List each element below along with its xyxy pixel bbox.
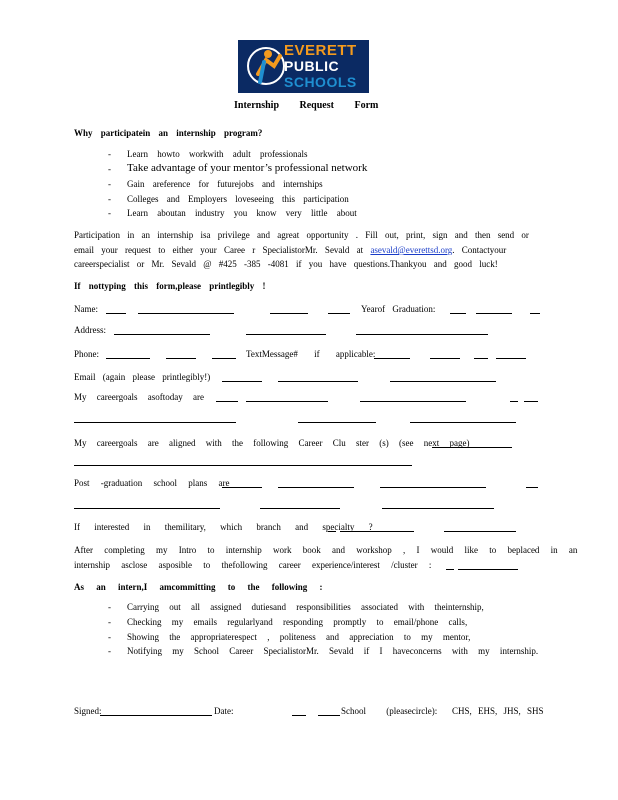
email-field[interactable] (390, 381, 496, 382)
military-field[interactable] (444, 531, 516, 532)
post-graduation-field[interactable] (382, 508, 494, 509)
instructions-line-1: Participation in an internship isa privilege and agreat opportunity . Fill out, print, sign and then send or (74, 230, 529, 240)
commit-item: Showing the appropriaterespect , politeness and appreciation to my mentor, (127, 632, 471, 642)
bullet-dash: - (108, 179, 111, 189)
career-goals-field[interactable] (510, 401, 518, 402)
post-graduation-field[interactable] (380, 487, 486, 488)
instructions-line-3: careerspecialist or Mr. Sevald @ #425 -385 -4081 if you have questions.Thankyou and good luck! (74, 259, 498, 269)
post-graduation-field[interactable] (222, 487, 262, 488)
commit-item: Checking my emails regularlyand responding promptly to email/phone calls, (127, 617, 468, 627)
date-field[interactable] (318, 715, 340, 716)
career-goals-label: My careergoals asoftoday are (74, 392, 205, 402)
career-cluster-field[interactable] (74, 465, 412, 466)
school-options[interactable]: CHS, EHS, JHS, SHS (452, 706, 544, 716)
bullet-dash: - (108, 602, 111, 612)
post-graduation-field[interactable] (260, 508, 340, 509)
graduation-year-field[interactable] (450, 313, 466, 314)
placement-line-1: After completing my Intro to internship work book and workshop , I would like to beplaced in an (74, 545, 578, 555)
career-goals-field[interactable] (216, 401, 238, 402)
bullet-dash: - (108, 194, 111, 204)
print-note: If nottyping this form,please printlegibly ! (74, 281, 266, 291)
email-label: Email (again please printlegibly!) (74, 372, 211, 382)
commit-heading: As an intern,I amcommitting to the following : (74, 582, 323, 592)
bullet-dash: - (108, 208, 111, 218)
phone-field[interactable] (166, 358, 196, 359)
placement-field[interactable] (458, 569, 518, 570)
signature-field[interactable] (100, 715, 212, 716)
name-field[interactable] (270, 313, 308, 314)
post-graduation-field[interactable] (74, 508, 220, 509)
signed-label: Signed: (74, 706, 102, 716)
phone-field[interactable] (212, 358, 236, 359)
why-item: Gain areference for futurejobs and internships (127, 179, 323, 189)
career-goals-field[interactable] (246, 401, 328, 402)
address-field[interactable] (246, 334, 326, 335)
instructions-line-2-text: email your request to either your Caree r SpecialistorMr. Sevald at (74, 245, 371, 255)
address-field[interactable] (356, 334, 488, 335)
text-message-field[interactable] (430, 358, 460, 359)
military-field[interactable] (340, 531, 414, 532)
email-link[interactable]: asevald@everettsd.org (370, 245, 453, 255)
district-logo (238, 40, 369, 93)
student-figure-icon (244, 44, 288, 88)
bullet-dash: - (108, 646, 111, 656)
career-goals-field[interactable] (298, 422, 376, 423)
career-cluster-label: My careergoals are aligned with the following Career Clu ster (s) (see next page) (74, 438, 470, 448)
bullet-dash: - (108, 149, 111, 159)
logo-line-3: SCHOOLS (284, 74, 357, 90)
phone-label: Phone: (74, 349, 100, 359)
post-graduation-field[interactable] (278, 487, 354, 488)
graduation-year-field[interactable] (476, 313, 512, 314)
name-field[interactable] (138, 313, 234, 314)
bullet-dash: - (108, 617, 111, 627)
form-title: Internship Request Form (234, 100, 379, 111)
military-label: If interested in themilitary, which branch and specialty ? (74, 522, 373, 532)
email-field[interactable] (222, 381, 262, 382)
commit-item: Notifying my School Career SpecialistorMr. Sevald if I haveconcerns with my internship. (127, 646, 539, 656)
name-field[interactable] (328, 313, 350, 314)
graduation-year-label: Yearof Graduation: (361, 304, 436, 314)
instructions-line-2 (74, 245, 506, 255)
bullet-dash: - (108, 632, 111, 642)
commit-item: Carrying out all assigned dutiesand responsibilities associated with theinternship, (127, 602, 484, 612)
graduation-year-field[interactable] (530, 313, 540, 314)
instructions-line-2-end: . Contactyour (452, 245, 507, 255)
career-cluster-field[interactable] (432, 447, 512, 448)
address-label: Address: (74, 325, 106, 335)
why-item: Take advantage of your mentor’s professional network (127, 162, 368, 174)
text-message-label: TextMessage# if applicable: (246, 349, 376, 359)
why-item: Learn howto workwith adult professionals (127, 149, 308, 159)
address-field[interactable] (114, 334, 210, 335)
bullet-dash: - (108, 164, 111, 174)
logo-line-2: PUBLIC (284, 58, 340, 74)
career-goals-field[interactable] (360, 401, 466, 402)
name-label: Name: (74, 304, 98, 314)
name-field[interactable] (106, 313, 126, 314)
text-message-field[interactable] (374, 358, 410, 359)
placement-line-2: internship asclose asposible to thefollowing career experience/interest /cluster : (74, 560, 432, 570)
why-item: Learn aboutan industry you know very little about (127, 208, 357, 218)
career-goals-field[interactable] (74, 422, 236, 423)
date-label: Date: (214, 706, 234, 716)
military-field[interactable] (328, 531, 336, 532)
text-message-field[interactable] (474, 358, 488, 359)
post-graduation-label: Post -graduation school plans are (74, 478, 230, 488)
date-field[interactable] (292, 715, 306, 716)
why-item: Colleges and Employers loveseeing this participation (127, 194, 349, 204)
why-heading: Why participatein an internship program? (74, 128, 263, 138)
logo-line-1: EVERETT (284, 42, 357, 59)
career-goals-field[interactable] (524, 401, 538, 402)
text-message-field[interactable] (496, 358, 526, 359)
phone-field[interactable] (106, 358, 150, 359)
placement-field[interactable] (446, 569, 454, 570)
email-field[interactable] (278, 381, 358, 382)
career-goals-field[interactable] (410, 422, 516, 423)
school-label: School (pleasecircle): (341, 706, 438, 716)
post-graduation-field[interactable] (526, 487, 538, 488)
